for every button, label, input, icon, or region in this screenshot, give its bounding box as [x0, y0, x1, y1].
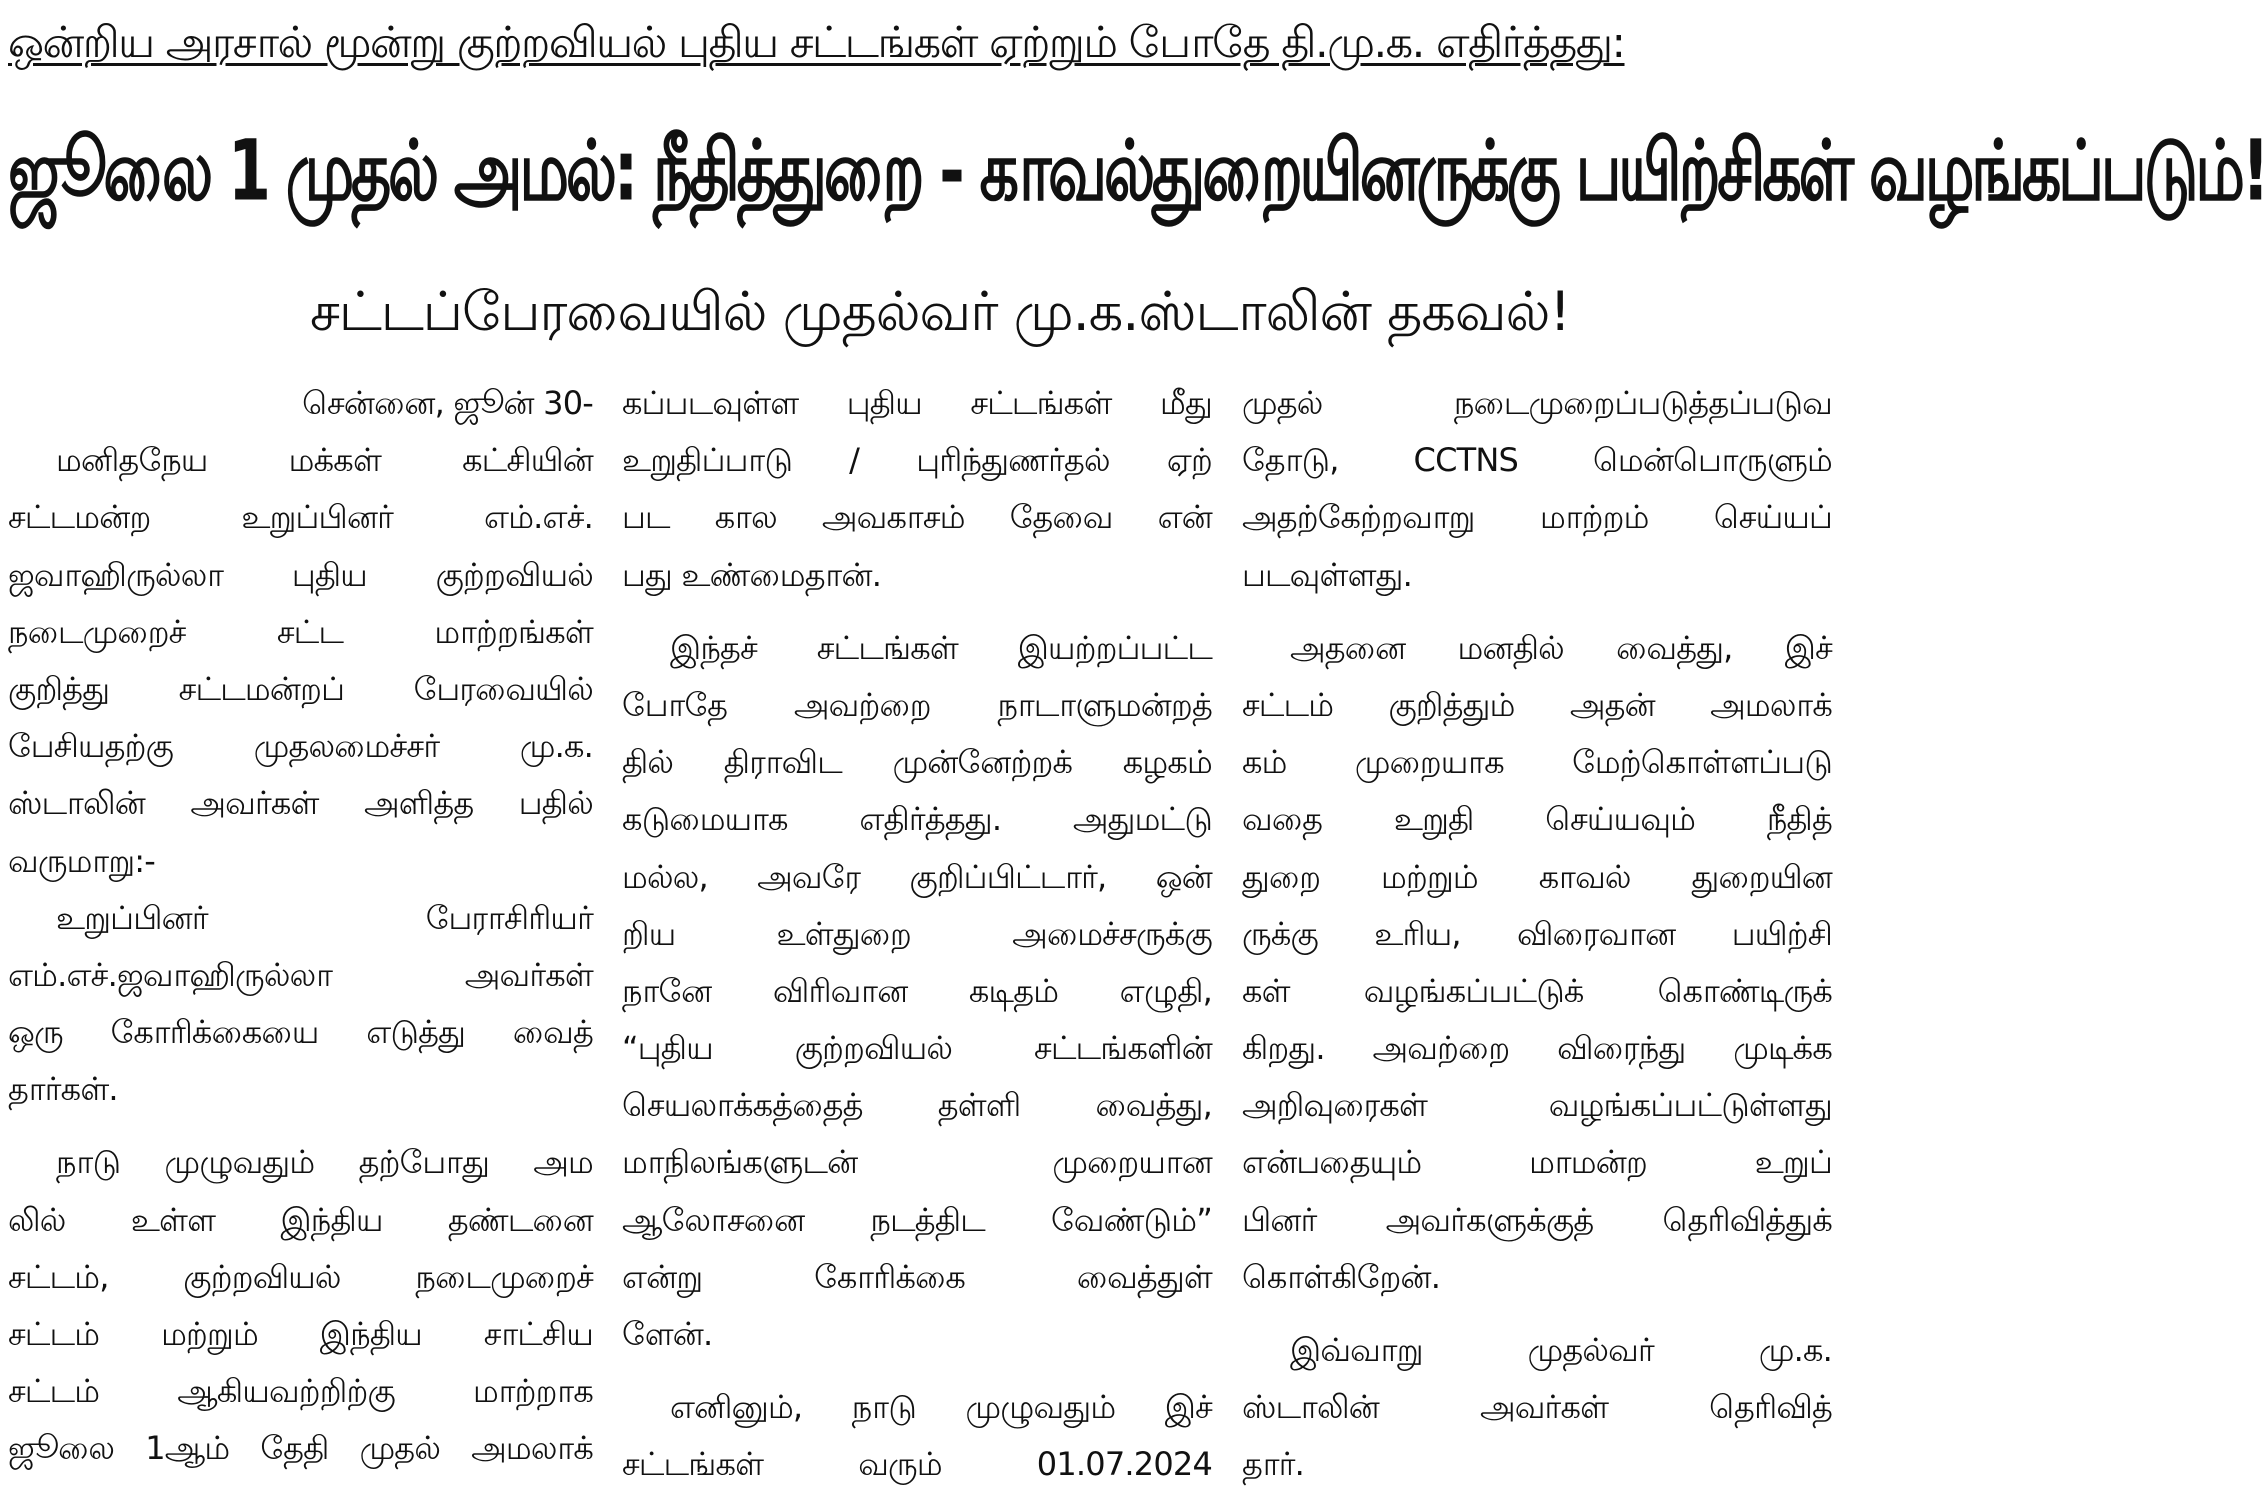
text-line: சட்டங்கள் வரும் 01.07.2024	[622, 1445, 1212, 1484]
main-headline: ஜூலை 1 முதல் அமல்: நீதித்துறை - காவல்துறையினருக்கு பயிற்சிகள் வழங்கப்படும்!	[8, 121, 2266, 220]
text-line: ருக்கு உரிய, விரைவான பயிற்சி	[1242, 914, 1832, 953]
text-line: றிய உள்துறை அமைச்சருக்கு	[622, 914, 1212, 953]
text-line: தோடு, CCTNS மென்பொருளும்	[1242, 441, 1832, 480]
text-line: பினர் அவர்களுக்குத் தெரிவித்துக்	[1242, 1200, 1832, 1239]
text-line: பட கால அவகாசம் தேவை என்	[622, 498, 1212, 537]
kicker-headline: ஒன்றிய அரசால் மூன்று குற்றவியல் புதிய சட்டங்கள் ஏற்றும் போதே தி.மு.க. எதிர்த்தது:	[8, 18, 1625, 68]
text-line: பது உண்மைதான்.	[622, 555, 882, 594]
text-line: சட்டமன்ற உறுப்பினர் எம்.எச்.	[8, 498, 593, 537]
text-line: செயலாக்கத்தைத் தள்ளி வைத்து,	[622, 1086, 1212, 1125]
text-line: கடுமையாக எதிர்த்தது. அதுமட்டு	[622, 800, 1212, 839]
text-line: அதற்கேற்றவாறு மாற்றம் செய்யப்	[1242, 498, 1832, 537]
text-line: என்பதையும் மாமன்ற உறுப்	[1242, 1143, 1832, 1182]
text-line: போதே அவற்றை நாடாளுமன்றத்	[622, 685, 1212, 724]
article-column-1	[8, 375, 593, 1474]
text-line: துறை மற்றும் காவல் துறையின	[1242, 857, 1832, 896]
text-line: எனினும், நாடு முழுவதும் இச்	[670, 1388, 1212, 1427]
text-line: நாடு முழுவதும் தற்போது அம	[56, 1143, 593, 1182]
text-line: ஜூலை 1ஆம் தேதி முதல் அமலாக்	[8, 1429, 593, 1468]
text-line: லில் உள்ள இந்திய தண்டனை	[8, 1200, 593, 1239]
text-line: ஆலோசனை நடத்திட வேண்டும்”	[622, 1200, 1212, 1239]
text-line: சட்டம், குற்றவியல் நடைமுறைச்	[8, 1257, 593, 1296]
text-line: கொள்கிறேன்.	[1242, 1257, 1441, 1296]
text-line: கம் முறையாக மேற்கொள்ளப்படு	[1242, 743, 1832, 782]
text-line: தார்கள்.	[8, 1070, 118, 1109]
text-line: எம்.எச்.ஜவாஹிருல்லா அவர்கள்	[8, 955, 593, 994]
text-line: கப்படவுள்ள புதிய சட்டங்கள் மீது	[622, 384, 1212, 422]
text-line: மல்ல, அவரே குறிப்பிட்டார், ஒன்	[622, 857, 1212, 896]
text-line: தார்.	[1242, 1445, 1305, 1484]
text-line: சட்டம் குறித்தும் அதன் அமலாக்	[1242, 685, 1832, 724]
text-line: நானே விரிவான கடிதம் எழுதி,	[622, 971, 1212, 1010]
text-line: நடைமுறைச் சட்ட மாற்றங்கள்	[8, 612, 593, 651]
sub-headline: சட்டப்பேரவையில் முதல்வர் மு.க.ஸ்டாலின் தகவல்!	[309, 280, 1571, 343]
text-line: பேசியதற்கு முதலமைச்சர் மு.க.	[8, 727, 593, 766]
text-line: மாநிலங்களுடன் முறையான	[622, 1143, 1212, 1182]
text-line: அதனை மனதில் வைத்து, இச்	[1290, 628, 1832, 667]
text-line: மனிதநேய மக்கள் கட்சியின்	[56, 441, 593, 480]
dateline: சென்னை, ஜூன் 30-	[302, 384, 593, 422]
text-line: என்று கோரிக்கை வைத்துள்	[622, 1257, 1212, 1296]
text-line: உறுதிப்பாடு / புரிந்துணர்தல் ஏற்	[622, 441, 1212, 480]
text-line: அறிவுரைகள் வழங்கப்பட்டுள்ளது	[1242, 1086, 1832, 1125]
text-line: படவுள்ளது.	[1242, 555, 1412, 594]
text-line: வருமாறு:-	[8, 841, 156, 880]
text-line: இவ்வாறு முதல்வர் மு.க.	[1290, 1331, 1832, 1369]
text-line: கள் வழங்கப்பட்டுக் கொண்டிருக்	[1242, 971, 1832, 1010]
text-line: சட்டம் ஆகியவற்றிற்கு மாற்றாக	[8, 1372, 593, 1411]
text-line: ஒரு கோரிக்கையை எடுத்து வைத்	[8, 1013, 593, 1052]
text-line: ஸ்டாலின் அவர்கள் தெரிவித்	[1242, 1388, 1832, 1427]
text-line: “புதிய குற்றவியல் சட்டங்களின்	[622, 1029, 1212, 1068]
text-line: கிறது. அவற்றை விரைந்து முடிக்க	[1242, 1029, 1832, 1068]
text-line: சட்டம் மற்றும் இந்திய சாட்சிய	[8, 1315, 593, 1353]
article-column-2	[622, 375, 1212, 1484]
text-line: முதல் நடைமுறைப்படுத்தப்படுவ	[1242, 384, 1832, 422]
text-line: ஜவாஹிருல்லா புதிய குற்றவியல்	[8, 555, 593, 594]
text-line: இந்தச் சட்டங்கள் இயற்றப்பட்ட	[670, 628, 1212, 667]
text-line: வதை உறுதி செய்யவும் நீதித்	[1242, 800, 1832, 839]
text-line: ளேன்.	[622, 1315, 713, 1353]
article-column-3	[1242, 375, 1832, 1484]
text-line: தில் திராவிட முன்னேற்றக் கழகம்	[622, 743, 1212, 782]
text-line: ஸ்டாலின் அவர்கள் அளித்த பதில்	[8, 784, 593, 823]
text-line: குறித்து சட்டமன்றப் பேரவையில்	[8, 669, 593, 708]
text-line: உறுப்பினர் பேராசிரியர்	[56, 898, 593, 937]
